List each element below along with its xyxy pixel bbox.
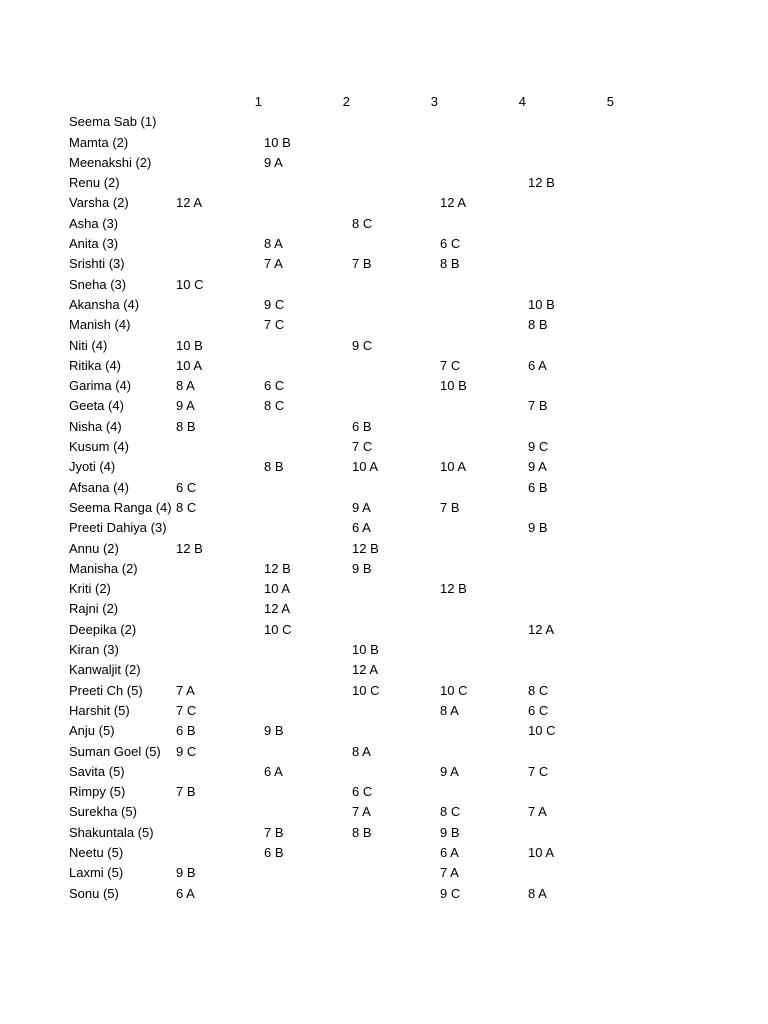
period-2-class: 6 B <box>264 844 284 860</box>
teacher-name: Renu (2) <box>69 175 120 191</box>
period-4-class: 12 B <box>440 581 467 597</box>
period-5-class: 9 B <box>528 520 548 536</box>
teacher-name: Anita (3) <box>69 236 119 252</box>
period-5-class: 7 C <box>528 763 549 779</box>
period-3-class: 6 C <box>352 784 373 800</box>
teacher-name: Savita (5) <box>69 763 125 779</box>
period-3-class: 10 B <box>352 642 379 658</box>
period-3-header: 3 <box>430 94 438 109</box>
teacher-row <box>0 457 768 477</box>
period-5-class: 9 C <box>528 439 549 455</box>
teacher-row <box>0 742 768 762</box>
teacher-row <box>0 254 768 274</box>
teacher-row <box>0 721 768 741</box>
teacher-name: Asha (3) <box>69 215 119 231</box>
teacher-name: Kiran (3) <box>69 642 119 658</box>
teacher-row <box>0 295 768 315</box>
teacher-row <box>0 214 768 234</box>
teacher-name: Kriti (2) <box>69 581 111 597</box>
teacher-name: Kusum (4) <box>69 439 129 455</box>
teacher-row <box>0 884 768 904</box>
teacher-name: Surekha (5) <box>69 804 137 820</box>
period-1-class: 7 C <box>176 702 197 718</box>
teacher-row <box>0 762 768 782</box>
period-3-class: 12 B <box>352 540 379 556</box>
period-4-class: 10 C <box>440 682 468 698</box>
teacher-row <box>0 336 768 356</box>
teacher-row <box>0 681 768 701</box>
period-1-header: 1 <box>254 94 262 109</box>
teacher-row <box>0 640 768 660</box>
period-1-class: 10 B <box>176 337 203 353</box>
period-1-class: 8 C <box>176 499 197 515</box>
teacher-name: Varsha (2) <box>69 195 129 211</box>
period-1-class: 7 A <box>176 682 195 698</box>
period-4-header: 4 <box>518 94 526 109</box>
teacher-name: Nisha (4) <box>69 418 122 434</box>
teacher-row <box>0 153 768 173</box>
period-2-class: 6 C <box>264 378 285 394</box>
period-5-class: 8 A <box>528 885 547 901</box>
teacher-name: Seema Ranga (4) <box>69 499 172 515</box>
period-4-class: 9 B <box>440 824 460 840</box>
period-1-class: 12 A <box>176 195 203 211</box>
period-4-class: 8 A <box>440 702 459 718</box>
period-2-class: 10 B <box>264 134 291 150</box>
teacher-row <box>0 133 768 153</box>
period-3-class: 8 C <box>352 215 373 231</box>
period-4-class: 10 B <box>440 378 467 394</box>
teacher-name: Suman Goel (5) <box>69 743 161 759</box>
period-4-class: 7 A <box>440 865 459 881</box>
period-5-header: 5 <box>606 94 614 109</box>
period-3-class: 9 C <box>352 337 373 353</box>
teacher-row <box>0 376 768 396</box>
period-2-class: 12 A <box>264 601 291 617</box>
period-1-class: 8 A <box>176 378 195 394</box>
period-2-class: 7 C <box>264 317 285 333</box>
period-5-class: 12 B <box>528 175 555 191</box>
teacher-name: Annu (2) <box>69 540 119 556</box>
teacher-row <box>0 173 768 193</box>
teacher-name: Anju (5) <box>69 723 115 739</box>
period-5-class: 6 B <box>528 479 548 495</box>
teacher-row <box>0 843 768 863</box>
teacher-row <box>0 437 768 457</box>
period-2-class: 9 B <box>264 723 284 739</box>
period-4-class: 9 C <box>440 885 461 901</box>
teacher-row <box>0 315 768 335</box>
period-1-class: 9 B <box>176 865 196 881</box>
period-3-class: 7 A <box>352 804 371 820</box>
teacher-row <box>0 356 768 376</box>
teacher-name: Srishti (3) <box>69 256 125 272</box>
period-3-class: 12 A <box>352 662 379 678</box>
period-2-class: 10 C <box>264 621 292 637</box>
period-1-class: 12 B <box>176 540 203 556</box>
period-3-class: 10 C <box>352 682 380 698</box>
period-2-class: 12 B <box>264 560 291 576</box>
period-4-class: 7 B <box>440 499 460 515</box>
teacher-name: Harshit (5) <box>69 702 130 718</box>
teacher-row <box>0 823 768 843</box>
period-5-class: 7 A <box>528 804 547 820</box>
period-2-class: 7 B <box>264 824 284 840</box>
period-5-class: 6 C <box>528 702 549 718</box>
teacher-row <box>0 112 768 132</box>
teacher-name: Sneha (3) <box>69 276 127 292</box>
period-1-class: 6 C <box>176 479 197 495</box>
timetable-sheet <box>0 92 768 904</box>
period-5-class: 6 A <box>528 357 547 373</box>
teacher-name: Geeta (4) <box>69 398 124 414</box>
period-4-class: 7 C <box>440 357 461 373</box>
teacher-row <box>0 620 768 640</box>
teacher-name: Meenakshi (2) <box>69 154 152 170</box>
teacher-rows <box>0 112 768 904</box>
teacher-row <box>0 417 768 437</box>
period-5-class: 8 C <box>528 682 549 698</box>
teacher-name: Sonu (5) <box>69 885 119 901</box>
period-3-class: 8 B <box>352 824 372 840</box>
period-1-class: 9 A <box>176 398 195 414</box>
period-2-header: 2 <box>342 94 350 109</box>
period-3-class: 7 B <box>352 256 372 272</box>
teacher-name: Niti (4) <box>69 337 108 353</box>
teacher-row <box>0 701 768 721</box>
teacher-row <box>0 660 768 680</box>
teacher-name: Mamta (2) <box>69 134 129 150</box>
teacher-row <box>0 234 768 254</box>
header-row <box>0 92 768 112</box>
teacher-row <box>0 478 768 498</box>
teacher-name: Deepika (2) <box>69 621 137 637</box>
teacher-name: Afsana (4) <box>69 479 129 495</box>
period-2-class: 9 A <box>264 154 283 170</box>
period-3-class: 7 C <box>352 439 373 455</box>
period-4-class: 6 C <box>440 236 461 252</box>
teacher-name: Manisha (2) <box>69 560 138 576</box>
period-4-class: 9 A <box>440 763 459 779</box>
period-4-class: 8 B <box>440 256 460 272</box>
period-3-class: 9 B <box>352 560 372 576</box>
period-5-class: 12 A <box>528 621 555 637</box>
teacher-row <box>0 275 768 295</box>
teacher-name: Rimpy (5) <box>69 784 126 800</box>
teacher-row <box>0 193 768 213</box>
period-2-class: 7 A <box>264 256 283 272</box>
teacher-row <box>0 863 768 883</box>
teacher-name: Shakuntala (5) <box>69 824 154 840</box>
period-3-class: 10 A <box>352 459 379 475</box>
period-2-class: 6 A <box>264 763 283 779</box>
period-2-class: 9 C <box>264 296 285 312</box>
period-1-class: 6 A <box>176 885 195 901</box>
period-1-class: 10 C <box>176 276 204 292</box>
period-5-class: 8 B <box>528 317 548 333</box>
period-3-class: 9 A <box>352 499 371 515</box>
teacher-name: Preeti Dahiya (3) <box>69 520 167 536</box>
period-1-class: 7 B <box>176 784 196 800</box>
period-5-class: 10 A <box>528 844 555 860</box>
teacher-name: Garima (4) <box>69 378 132 394</box>
teacher-row <box>0 518 768 538</box>
period-4-class: 12 A <box>440 195 467 211</box>
teacher-row <box>0 559 768 579</box>
teacher-name: Rajni (2) <box>69 601 119 617</box>
teacher-row <box>0 599 768 619</box>
period-1-class: 8 B <box>176 418 196 434</box>
period-2-class: 8 B <box>264 459 284 475</box>
teacher-name: Kanwaljit (2) <box>69 662 141 678</box>
period-1-class: 10 A <box>176 357 203 373</box>
teacher-name: Neetu (5) <box>69 844 124 860</box>
teacher-row <box>0 579 768 599</box>
period-4-class: 8 C <box>440 804 461 820</box>
teacher-name: Seema Sab (1) <box>69 114 157 130</box>
teacher-row <box>0 782 768 802</box>
period-5-class: 7 B <box>528 398 548 414</box>
teacher-name: Laxmi (5) <box>69 865 124 881</box>
period-1-class: 9 C <box>176 743 197 759</box>
period-2-class: 8 C <box>264 398 285 414</box>
period-5-class: 9 A <box>528 459 547 475</box>
period-5-class: 10 C <box>528 723 556 739</box>
period-1-class: 6 B <box>176 723 196 739</box>
teacher-name: Ritika (4) <box>69 357 122 373</box>
teacher-row <box>0 539 768 559</box>
period-5-class: 10 B <box>528 296 555 312</box>
teacher-name: Preeti Ch (5) <box>69 682 143 698</box>
period-2-class: 10 A <box>264 581 291 597</box>
teacher-row <box>0 498 768 518</box>
period-3-class: 8 A <box>352 743 371 759</box>
teacher-name: Manish (4) <box>69 317 131 333</box>
teacher-name: Jyoti (4) <box>69 459 116 475</box>
period-3-class: 6 A <box>352 520 371 536</box>
teacher-name: Akansha (4) <box>69 296 140 312</box>
period-2-class: 8 A <box>264 236 283 252</box>
period-4-class: 10 A <box>440 459 467 475</box>
teacher-row <box>0 802 768 822</box>
teacher-row <box>0 396 768 416</box>
period-4-class: 6 A <box>440 844 459 860</box>
period-3-class: 6 B <box>352 418 372 434</box>
